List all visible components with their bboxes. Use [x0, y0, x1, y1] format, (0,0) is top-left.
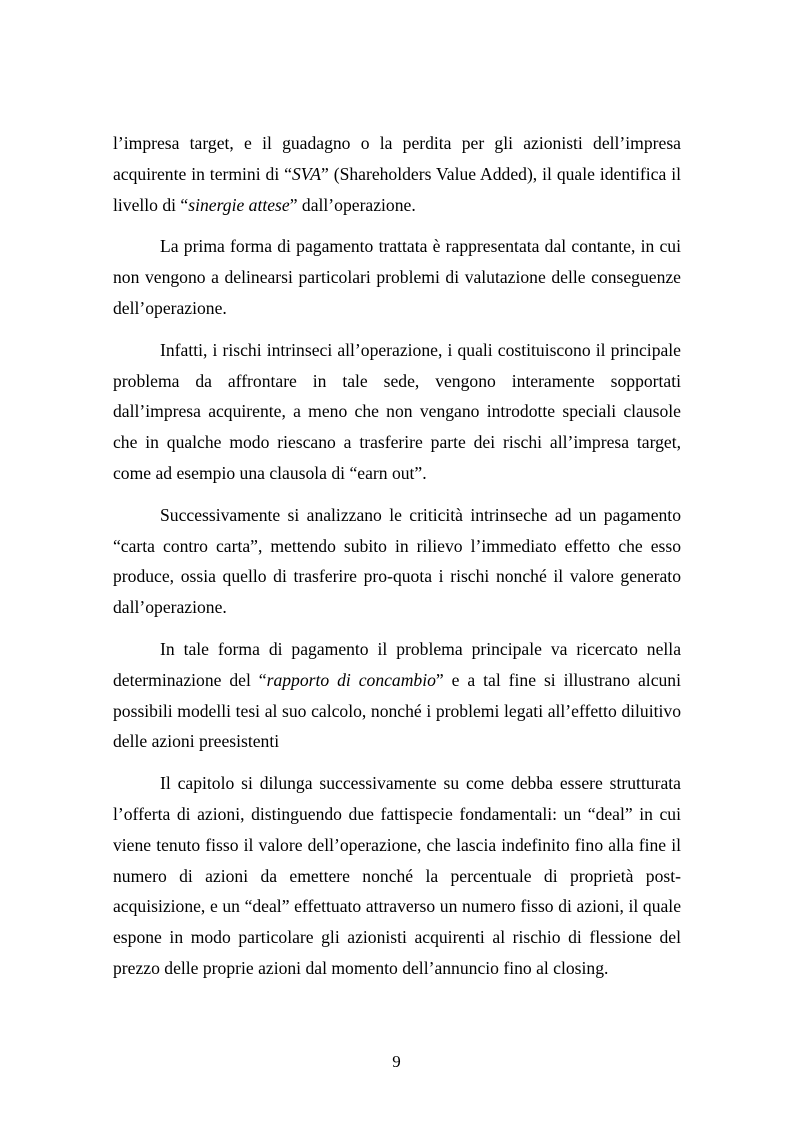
paragraph-2: La prima forma di pagamento trattata è rappresentata dal contante, in cui non vengono a delinearsi particolari problemi di valutazione delle conseguenze dell’operazione. — [113, 236, 681, 318]
paragraph-1-text-c: ” dall’operazione. — [289, 194, 416, 215]
paragraph-1-italic-sinergie: sinergie attese — [188, 194, 290, 215]
paragraph-1 — [113, 128, 681, 220]
body-text — [113, 128, 681, 995]
paragraph-5-italic-concambio: rapporto di concambio — [266, 669, 436, 690]
paragraph-1-italic-sva: SVA — [291, 163, 321, 184]
paragraph-4: Successivamente si analizzano le criticità intrinseche ad un pagamento “carta contro carta”, mettendo subito in rilievo l’immediato effetto che esso produce, ossia quello di trasferire pro-quota i rischi nonché il valore generato dall’operazione. — [113, 504, 681, 618]
paragraph-1-text-b: ” (Shareholders Value Added), il quale identifica il livello di “ — [113, 163, 681, 215]
paragraph-1-text-a: l’impresa target, e il guadagno o la perdita per gli azionisti dell’impresa acquirente in termini di “ — [113, 133, 681, 184]
paragraph-5 — [113, 634, 681, 757]
paragraph-5-text-a: In tale forma di pagamento il problema principale va ricercato nella determinazione del “ — [113, 638, 681, 690]
paragraph-3: Infatti, i rischi intrinseci all’operazione, i quali costituiscono il principale problema da affrontare in tale sede, vengono interamente sopportati dall’impresa acquirente, a meno che non vengano introdotte speciali clausole che in qualche modo riescano a trasferire parte dei rischi all’impresa target, come ad esempio una clausola di “earn out”. — [113, 339, 681, 483]
paragraph-6: Il capitolo si dilunga successivamente su come debba essere strutturata l’offerta di azioni, distinguendo due fattispecie fondamentali: un “deal” in cui viene tenuto fisso il valore dell’operazione, che lascia indefinito fino alla fine il numero di azioni da emettere nonché la percentuale di proprietà post-acquisizione, e un “deal” effettuato attraverso un numero fisso di azioni, il quale espone in modo particolare gli azionisti acquirenti al rischio di flessione del prezzo delle proprie azioni dal momento dell’annuncio fino al closing. — [113, 773, 681, 978]
paragraph-5-text-b: ” e a tal fine si illustrano alcuni possibili modelli tesi al suo calcolo, nonché i problemi legati all’effetto diluitivo delle azioni preesistenti — [113, 669, 681, 752]
page-number: 9 — [392, 1052, 401, 1071]
